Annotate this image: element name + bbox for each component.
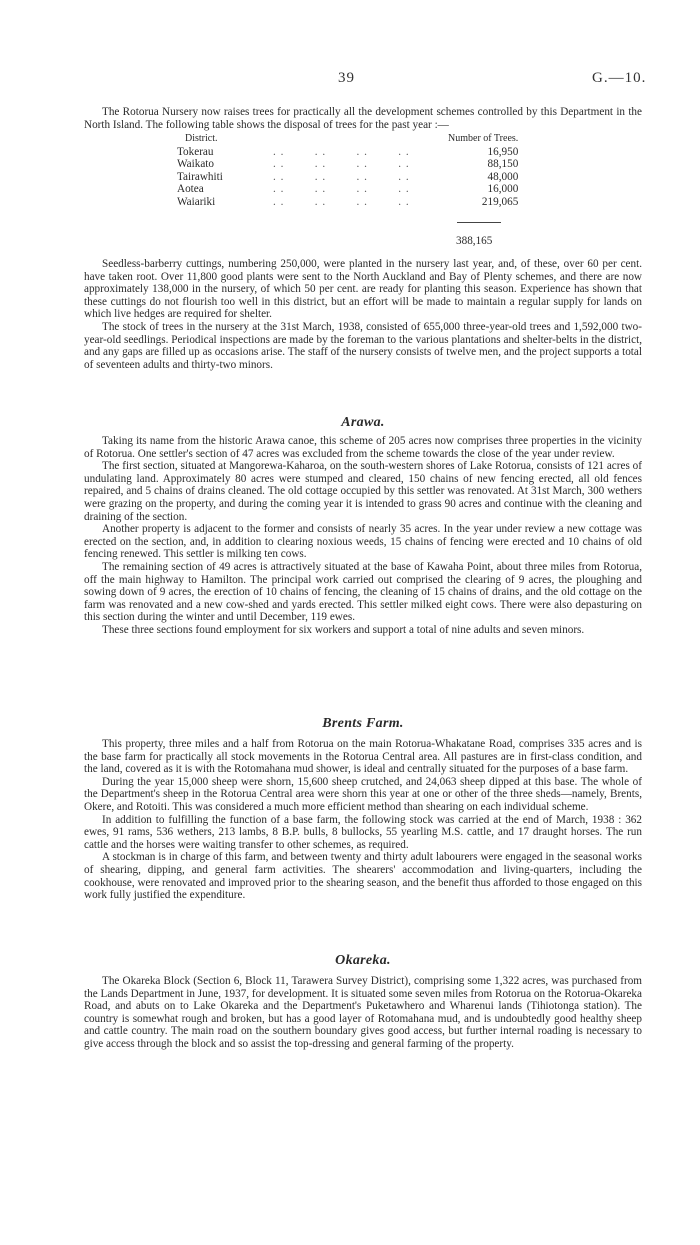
dot-leader: . . . . . . . . — [273, 183, 410, 195]
column-header-district: District. — [185, 133, 218, 144]
section-heading-brents-farm: Brents Farm. — [322, 716, 404, 731]
arawa-paragraph-5: These three sections found employment for six workers and support a total of nine adults and seven minors. — [102, 623, 585, 636]
table-row — [177, 171, 518, 184]
table-header-row — [177, 133, 518, 146]
dot-leader: . . . . . . . . — [273, 145, 410, 158]
dot-leader: . . . . . . . . — [273, 170, 410, 183]
nursery-section — [84, 258, 642, 371]
brents-paragraph-3: In addition to fulfilling the function of a base farm, the following stock was carried at the end of March, 1938 : 362 ewes, 91 rams, 536 wethers, 213 lambs, 8 B.P. bulls, 8 bullocks, 55 yearling M.S. cattle, and 17 draught horses. The run cattle and the horses were waiting transfer to other schemes, as required. — [84, 813, 642, 851]
district-cell: Tairawhiti — [177, 170, 223, 183]
brents-farm-section — [84, 716, 642, 902]
column-header-number: Number of Trees. — [448, 133, 519, 144]
trees-cell: 88,150 — [487, 158, 519, 170]
nursery-paragraph-1: Seedless-barberry cuttings, numbering 250,000, were planted in the nursery last year, and, of these, over 60 per cent. have taken root. Over 11,800 good plants were sent to the North Auckland and Bay of Plenty schemes, and there are now approximately 138,000 in the nursery, of which 50 per cent. are ready for planting this season. Experience has shown that these cuttings do not flourish too well in this district, but an effort will be made to maintain a regular supply for lands on which live hedges are required for shelter. — [84, 258, 642, 321]
brents-paragraph-2: During the year 15,000 sheep were shorn, 15,600 sheep crutched, and 24,063 sheep dipped at this base. The whole of the Department's sheep in the Rotorua Central area were shorn this year at one or other of the three sheds—namely, Brents, Okere, and Rotoiti. This was considered a much more efficient method than shearing on each individual scheme. — [84, 775, 642, 813]
table-row — [177, 146, 518, 159]
arawa-paragraph-4: The remaining section of 49 acres is attractively situated at the base of Kawaha Point, about three miles from Rotorua, off the main highway to Hamilton. The principal work carried out comprised the clearing of 9 acres, the ploughing and sowing down of 9 acres, the erection of 10 chains of fencing, the cleaning of 15 chains of drains, and the old cottage on the farm was renovated and a new cow-shed and yards erected. This settler milked eight cows. There were also depasturing on this section during the winter and until December, 119 ewes. — [84, 560, 642, 624]
trees-cell: 48,000 — [487, 170, 519, 183]
district-cell: Waiariki — [177, 195, 216, 208]
table-row — [177, 196, 518, 209]
okareka-paragraph-1: The Okareka Block (Section 6, Block 11, Tarawera Survey District), comprising some 1,322 acres, was purchased from the Lands Department in June, 1937, for development. It is situated some seven miles from Rotorua on the Rotorua-Okareka Road, and abuts on to Lake Okareka and the Department's Puketawhero and Wharenui lands (Tihiotonga station). The country is somewhat rough and broken, but has a good layer of Rotomahana mud, and is undoubtedly good healthy sheep and cattle country. The main road on the southern boundary gives good access, but further internal roading is necessary to give access through the block and so assist the top-dressing and general farming of the property. — [84, 975, 642, 1050]
trees-cell: 16,000 — [487, 183, 519, 195]
district-cell: Tokerau — [177, 145, 214, 158]
table-row — [177, 158, 518, 171]
arawa-paragraph-3: Another property is adjacent to the former and consists of nearly 35 acres. In the year under review a new cottage was erected on the section, and, in addition to clearing noxious weeds, 15 chains of fencing were erected and 10 chains of old fencing renewed. This settler is milking ten cows. — [84, 523, 642, 561]
arawa-section — [84, 415, 642, 637]
section-heading-okareka: Okareka. — [335, 953, 391, 968]
okareka-section — [84, 953, 642, 1051]
brents-paragraph-4: A stockman is in charge of this farm, and between twenty and thirty adult labourers were engaged in the seasonal works of shearing, dipping, and general farm activities. The shearers' accommodation and living-quarters, including the cookhouse, were renovated and improved prior to the shearing season, and the benefit thus afforded to those engaged on this work fully justified the expenditure. — [84, 851, 642, 902]
document-code: G.—10. — [592, 70, 647, 86]
nursery-paragraph-2: The stock of trees in the nursery at the 31st March, 1938, consisted of 655,000 three-year-old trees and 1,592,000 two-year-old seedlings. Periodical inspections are made by the foreman to the various plantations and shelter-belts in the district, and any gaps are filled up as occasions arise. The staff of the nursery consists of twelve men, and the project supports a total of seventeen adults and thirty-two minors. — [84, 320, 642, 371]
brents-paragraph-1: This property, three miles and a half from Rotorua on the main Rotorua-Whakatane Road, comprises 335 acres and is the base farm for practically all stock movements in the Rotorua Central area. All pastures are in first-class condition, and the land, covered as it is with the Rotomahana mud shower, is ideal and centrally situated for the purposes of a base farm. — [84, 738, 642, 776]
table-row — [177, 183, 518, 196]
dot-leader: . . . . . . . . — [273, 158, 410, 170]
district-cell: Aotea — [177, 183, 204, 195]
table-total: 388,165 — [456, 235, 493, 247]
trees-disposal-table — [177, 133, 518, 208]
page-number: 39 — [338, 70, 355, 86]
trees-cell: 219,065 — [481, 195, 519, 208]
section-heading-arawa: Arawa. — [341, 415, 385, 430]
trees-table-block — [84, 133, 642, 208]
intro-section — [84, 106, 642, 131]
arawa-paragraph-2: The first section, situated at Mangorewa-Kaharoa, on the south-western shores of Lake Rotorua, consists of 121 acres of undulating land. Approximately 80 acres were stumped and cleared, 150 chains of new fencing erected, all old fences repaired, and 5 chains of drains cleaned. The old cottage occupied by this settler was renovated. At 31st March, 300 wethers were grazing on the property, and during the coming year it is intended to grass 90 acres and continue with the cleaning and draining of the section. — [84, 460, 642, 523]
trees-cell: 16,950 — [487, 145, 519, 158]
total-rule — [84, 222, 501, 223]
arawa-paragraph-1: Taking its name from the historic Arawa canoe, this scheme of 205 acres now comprises three properties in the vicinity of Rotorua. One settler's section of 47 acres was excluded from the scheme towards the close of the year under review. — [84, 435, 642, 460]
district-cell: Waikato — [177, 158, 214, 170]
dot-leader: . . . . . . . . — [273, 195, 410, 208]
intro-paragraph: The Rotorua Nursery now raises trees for practically all the development schemes controlled by this Department in the North Island. The following table shows the disposal of trees for the past year :— — [84, 106, 642, 131]
